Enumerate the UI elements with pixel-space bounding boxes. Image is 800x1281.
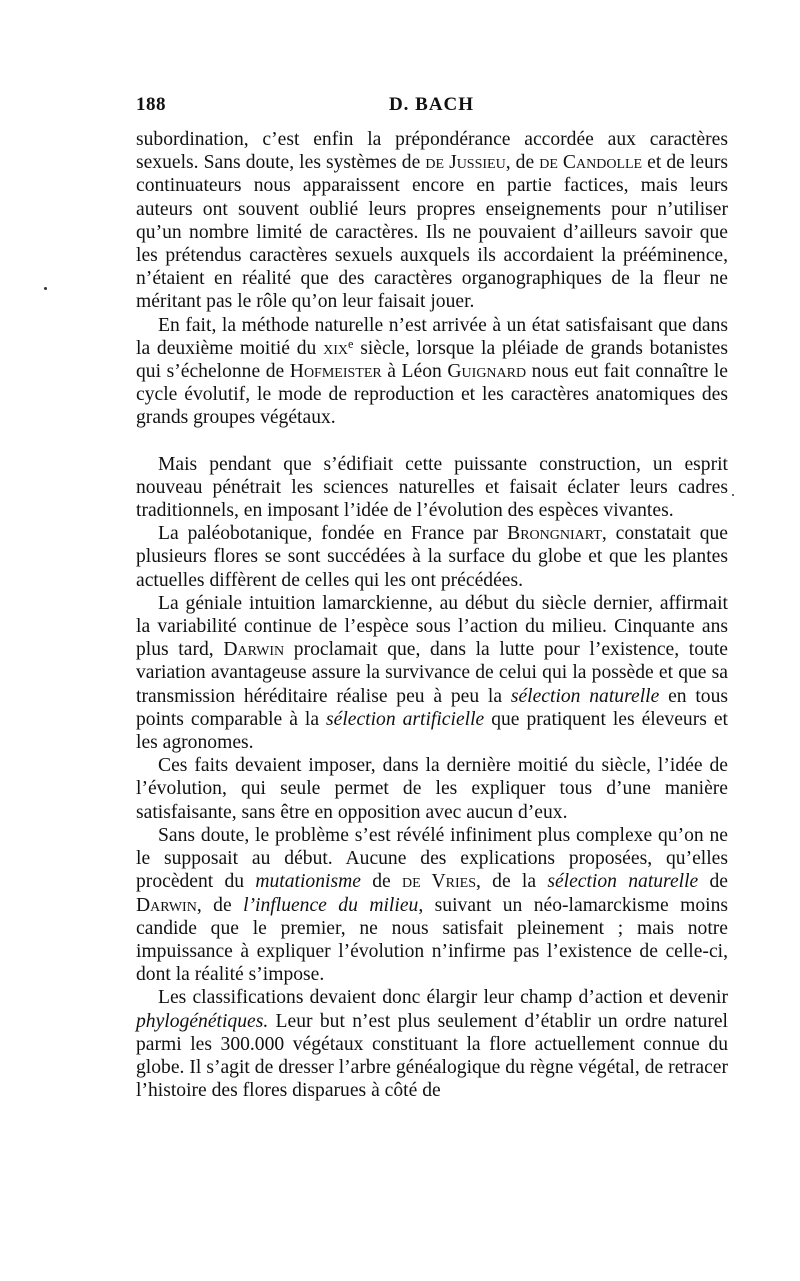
- page-header: [136, 94, 727, 118]
- paragraph-4: La paléobotanique, fondée en France par Brongniart, constatait que plusieurs flores se sont succédées à la surface du globe et que les plantes actuelles diffèrent de celles qui les ont précédées.: [136, 523, 728, 591]
- author-name: Darwin: [136, 894, 197, 916]
- author-name: Guignard: [447, 361, 527, 383]
- italic-term: l’influence du milieu: [243, 894, 419, 916]
- author-name: Darwin: [223, 639, 285, 661]
- paragraph-5: La géniale intuition lamarckienne, au début du siècle dernier, affirmait la variabilité continue de l’espèce sous l’action du milieu. Cinquante ans plus tard, Darwin proclamait que, dans la lutte pour l’existence, toute variation avantageuse assure la survivance de celui qui la possède et que sa transmission héréditaire réalise peu à peu la sélection naturelle en tous points comparable à la sélection artificielle que pratiquent les éleveurs et les agronomes.: [136, 592, 728, 754]
- paragraph-6: Ces faits devaient imposer, dans la dernière moitié du siècle, l’idée de l’évolution, qui seule permet de les expliquer tous d’une manière satisfaisante, sans être en opposition avec aucun d’eux.: [136, 755, 728, 823]
- author-name: Brongniart: [507, 523, 602, 545]
- italic-term: sélection naturelle: [547, 871, 699, 893]
- author-name: de Jussieu: [425, 152, 506, 174]
- italic-term: mutationisme: [255, 871, 361, 893]
- author-name: de Vries: [401, 871, 477, 893]
- italic-term: sélection naturelle: [510, 685, 660, 707]
- paragraph-8: Les classifications devaient donc élargir leur champ d’action et devenir phylogénétiques. Leur but n’est plus seulement d’établir un ordre naturel parmi les 300.000 végétaux constituant la flore actuellement connue du globe. Il s’agit de dresser l’arbre généalogique du règne végétal, de retracer l’histoire des flores disparues à côté de: [136, 987, 728, 1102]
- page-number: 188: [136, 94, 166, 115]
- body-text: [136, 128, 728, 1102]
- century-numeral: xix: [323, 337, 349, 359]
- author-name: Hofmeister: [289, 361, 382, 383]
- paragraph-3: Mais pendant que s’édifiait cette puissante construction, un esprit nouveau pénétrait les sciences naturelles et faisait éclater leurs cadres traditionnels, en imposant l’idée de l’évolution des espèces vivantes.: [136, 453, 728, 522]
- print-speck: [732, 494, 734, 496]
- paragraph-1: subordination, c’est enfin la prépondérance accordée aux caractères sexuels. Sans doute, les systèmes de de Jussieu, de de Candolle et de leurs continuateurs nous apparaissent encore en partie factices, mais leurs auteurs ont souvent oublié leurs propres enseignements pour n’utiliser qu’un nombre limité de caractères. Ils ne pouvaient d’ailleurs savoir que les prétendus caractères sexuels auxquels ils accordaient la prééminence, n’étaient en réalité que des caractères organographiques de la fleur ne méritant pas le rôle qu’on leur faisait jouer.: [136, 129, 728, 313]
- italic-term: sélection artificielle: [326, 708, 485, 730]
- author-name: de Candolle: [539, 152, 643, 174]
- print-speck: [44, 287, 47, 290]
- running-head: D. BACH: [388, 94, 475, 115]
- paragraph-2: En fait, la méthode naturelle n’est arrivée à un état satisfaisant que dans la deuxième moitié du xix$^e$ siècle, lorsque la pléiade de grands botanistes qui s’échelonne de Hofmeister à Léon Guignard nous eut fait connaître le cycle évolutif, le mode de reproduction et les caractères anatomiques des grands groupes végétaux.: [136, 314, 729, 429]
- paragraph-7: Sans doute, le problème s’est révélé infiniment plus complexe qu’on ne le supposait au début. Aucune des explications proposées, qu’elles procèdent du mutationisme de de Vries, de la sélection naturelle de Darwin, de l’influence du milieu, suivant un néo-lamarckisme moins candide que le premier, ne nous satisfait pleinement ; mais notre impuissance à expliquer l’évolution n’infirme pas l’existence de celle-ci, dont la réalité s’impose.: [136, 824, 728, 986]
- italic-term: phylogénétiques.: [136, 1010, 269, 1032]
